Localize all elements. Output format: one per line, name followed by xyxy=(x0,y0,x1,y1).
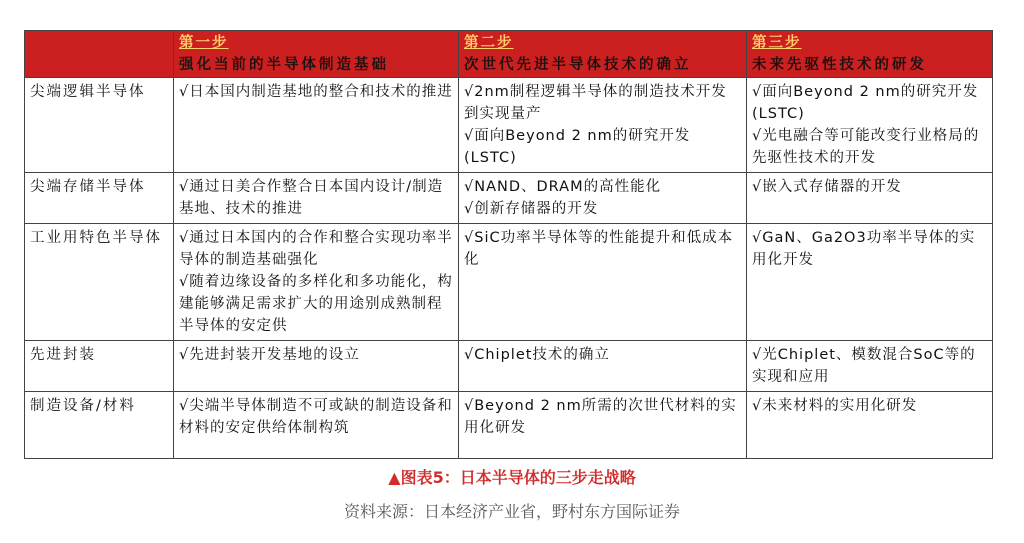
table-cell xyxy=(174,392,459,459)
cell-item: √创新存储器的开发 xyxy=(464,201,599,217)
table-cell xyxy=(459,224,747,341)
step-label: 第二步 xyxy=(464,35,514,51)
cell-item: √GaN、Ga2O3功率半导体的实用化开发 xyxy=(752,230,976,268)
header-step-3 xyxy=(747,31,993,78)
cell-item: √NAND、DRAM的高性能化 xyxy=(464,179,662,195)
row-label: 尖端存储半导体 xyxy=(25,173,174,224)
source-note: 资料来源：日本经济产业省，野村东方国际证券 xyxy=(343,502,680,521)
table-row xyxy=(25,78,993,173)
table-cell xyxy=(747,173,993,224)
step-label: 第一步 xyxy=(179,35,229,51)
cell-item: √通过日美合作整合日本国内设计/制造基地、技术的推进 xyxy=(179,179,444,217)
table-cell xyxy=(174,173,459,224)
cell-item: √光电融合等可能改变行业格局的先驱性技术的开发 xyxy=(752,128,980,166)
table-cell xyxy=(747,78,993,173)
strategy-table xyxy=(24,30,993,459)
table-cell xyxy=(747,341,993,392)
cell-item: √尖端半导体制造不可或缺的制造设备和材料的安定供给体制构筑 xyxy=(179,398,453,436)
table-cell xyxy=(174,78,459,173)
cell-item: √随着边缘设备的多样化和多功能化，构建能够满足需求扩大的用途别成熟制程半导体的安定供 xyxy=(179,274,453,334)
table-row xyxy=(25,392,993,459)
row-label: 尖端逻辑半导体 xyxy=(25,78,174,173)
cell-item: √Chiplet技术的确立 xyxy=(464,347,610,363)
table-cell xyxy=(459,78,747,173)
table-cell xyxy=(174,224,459,341)
step-title: 未来先驱性技术的研发 xyxy=(752,57,927,73)
row-label: 工业用特色半导体 xyxy=(25,224,174,341)
cell-item: √2nm制程逻辑半导体的制造技术开发到实现量产 xyxy=(464,84,727,122)
cell-item: √面向Beyond 2 nm的研究开发(LSTC) xyxy=(464,128,691,166)
cell-item: √面向Beyond 2 nm的研究开发 (LSTC) xyxy=(752,84,979,122)
row-label: 制造设备/材料 xyxy=(25,392,174,459)
step-label: 第三步 xyxy=(752,35,802,51)
header-step-2 xyxy=(459,31,747,78)
header-row xyxy=(25,31,993,78)
header-corner xyxy=(25,31,174,78)
cell-item: √日本国内制造基地的整合和技术的推进 xyxy=(179,84,453,100)
table-cell xyxy=(174,341,459,392)
cell-item: √先进封装开发基地的设立 xyxy=(179,347,360,363)
figure-caption: ▲图表5：日本半导体的三步走战略 xyxy=(388,468,636,487)
step-title: 强化当前的半导体制造基础 xyxy=(179,57,389,73)
table-cell xyxy=(747,392,993,459)
table-row xyxy=(25,341,993,392)
table-row xyxy=(25,173,993,224)
cell-item: √未来材料的实用化研发 xyxy=(752,398,918,414)
table-cell xyxy=(747,224,993,341)
table-row xyxy=(25,224,993,341)
cell-item: √Beyond 2 nm所需的次世代材料的实用化研发 xyxy=(464,398,737,436)
table-cell xyxy=(459,341,747,392)
header-step-1 xyxy=(174,31,459,78)
cell-item: √通过日本国内的合作和整合实现功率半导体的制造基础强化 xyxy=(179,230,453,268)
cell-item: √SiC功率半导体等的性能提升和低成本化 xyxy=(464,230,734,268)
table-cell xyxy=(459,173,747,224)
cell-item: √嵌入式存储器的开发 xyxy=(752,179,902,195)
row-label: 先进封装 xyxy=(25,341,174,392)
cell-item: √光Chiplet、模数混合SoC等的实现和应用 xyxy=(752,347,976,385)
step-title: 次世代先进半导体技术的确立 xyxy=(464,57,692,73)
table-cell xyxy=(459,392,747,459)
